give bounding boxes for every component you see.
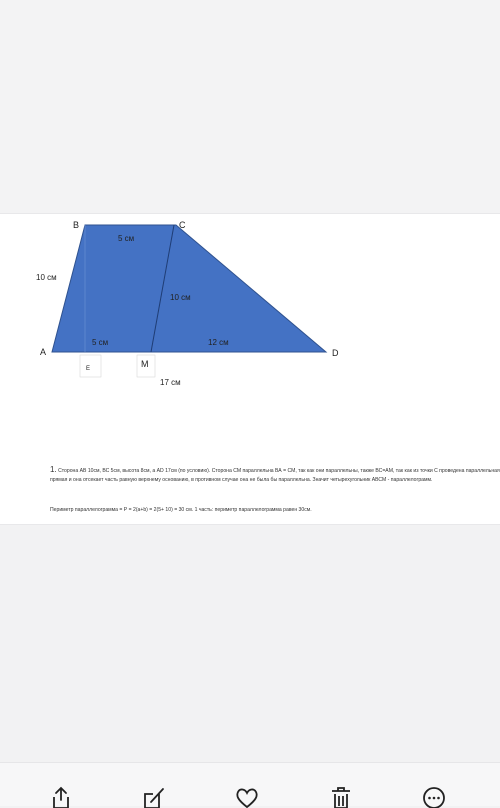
trapezoid-shape [52,225,326,352]
label-cm: 10 см [170,293,191,302]
solution-paragraph [50,466,500,484]
vertex-a: A [40,347,47,357]
label-md: 12 см [208,338,229,347]
label-am: 5 см [92,338,109,347]
vertex-m: M [141,359,149,369]
vertex-c: C [179,220,186,230]
point-e-box [80,355,101,377]
bottom-toolbar [0,762,500,806]
item-number: 1. [50,465,57,474]
vertex-d: D [332,348,339,358]
solution-text: Сторона АВ 10см, ВС 5см, высота 8см, а АD 17см (по условию). Сторона СМ параллельна ВА = СМ, так как они параллельны, также ВС=АМ, так как из точки С проведена параллельная прямая и она отсекает часть равную верхнему основанию, в противном случае она не была бы параллельна. Значит четырехугольник АВСМ - параллелограмм. [50,468,500,483]
document-page [0,213,500,525]
perimeter-paragraph: Периметр параллелограмма = Р = 2(а+b) = 2(5+ 10) = 30 см. 1 часть: периметр параллелограмма равен 30см. [50,507,312,513]
label-ad: 17 см [160,378,181,387]
label-bc: 5 см [118,234,135,243]
top-blank-area [0,0,500,213]
trapezoid-figure [0,214,500,414]
vertex-e: E [86,366,91,372]
vertex-b: B [73,220,80,230]
label-ab: 10 см [36,273,57,282]
